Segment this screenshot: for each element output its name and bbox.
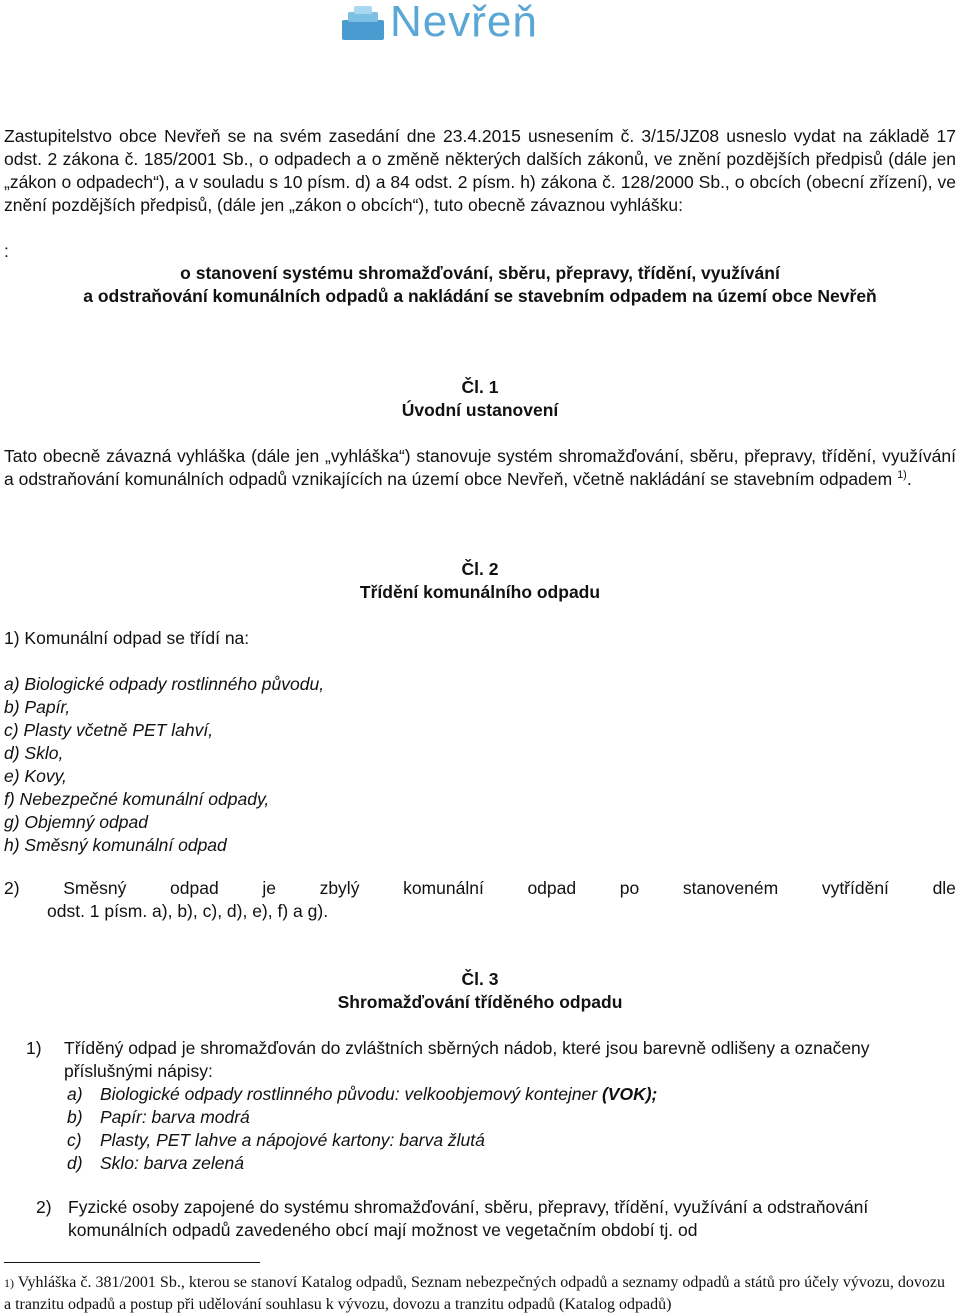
intro-paragraph: Zastupitelstvo obce Nevřeň se na svém zasedání dne 23.4.2015 usnesením č. 3/15/JZ08 usneslo vydat na základě 17 odst. 2 zákona č. 185/2001 Sb., o odpadech a o změně některých dalších zákonů, ve znění pozdějších předpisů (dále jen „zákon o odpadech“), a v souladu s 10 písm. d) a 84 odst. 2 písm. h) zákona č. 128/2000 Sb., o obcích (obecní zřízení), ve znění pozdějších předpisů, (dále jen „zákon o obcích“), tuto obecně závaznou vyhlášku: xyxy=(4,126,956,215)
list-letter: d) xyxy=(67,1153,83,1173)
list-item xyxy=(67,1106,657,1129)
list-item: g) Objemný odpad xyxy=(4,812,148,832)
list-text: Sklo: barva zelená xyxy=(100,1153,244,1173)
footnote-ref: 1) xyxy=(897,469,907,482)
list-text: Papír: barva modrá xyxy=(100,1107,250,1127)
article3-p1-number: 1) xyxy=(26,1038,42,1058)
footnote-divider xyxy=(4,1262,260,1263)
list-item: d) Sklo, xyxy=(4,743,64,763)
intro-colon: : xyxy=(4,241,9,261)
logo-text: Nevřeň xyxy=(390,0,538,46)
article3-heading: Shromažďování tříděného odpadu xyxy=(337,992,623,1012)
list-letter: b) xyxy=(67,1107,83,1127)
article3-number: Čl. 3 xyxy=(461,969,499,989)
article1-heading: Úvodní ustanovení xyxy=(401,400,559,420)
word: dle xyxy=(932,878,956,898)
list-letter: c) xyxy=(67,1130,82,1150)
word: Směsný xyxy=(63,878,127,898)
list-item xyxy=(67,1083,657,1106)
article1-end: . xyxy=(906,469,912,489)
word: stanoveném xyxy=(682,878,779,898)
article2-paragraph1: 1) Komunální odpad se třídí na: xyxy=(4,628,250,648)
article3-p2-number: 2) xyxy=(36,1197,52,1217)
article2-paragraph2-line2: odst. 1 písm. a), b), c), d), e), f) a g). xyxy=(47,901,329,921)
footnote-text: Vyhláška č. 381/2001 Sb., kterou se stanoví Katalog odpadů, Seznam nebezpečných odpadů a seznamy odpadů a států pro účely vývozu, dovozu a tranzitu odpadů a postup při udělování souhlasu k vývozu, dovozu a tranzitu odpadů (Katalog odpadů) xyxy=(4,1274,946,1313)
word: komunální xyxy=(403,878,484,898)
logo-icon xyxy=(340,4,386,42)
list-item: e) Kovy, xyxy=(4,766,67,786)
word: 2) xyxy=(4,878,20,898)
word: odpad xyxy=(527,878,577,898)
article2-heading: Třídění komunálního odpadu xyxy=(359,582,601,602)
list-item: f) Nebezpečné komunální odpady, xyxy=(4,789,270,809)
logo xyxy=(340,2,546,46)
list-item xyxy=(67,1152,657,1175)
document-title-line2: a odstraňování komunálních odpadů a nakládání se stavebním odpadem na území obce Nevřeň xyxy=(83,286,877,306)
article3-p1-text: Tříděný odpad je shromažďován do zvláštních sběrných nádob, které jsou barevně odlišeny a označeny příslušnými nápisy: xyxy=(64,1038,870,1081)
list-item: h) Směsný komunální odpad xyxy=(4,835,227,855)
list-text: Plasty, PET lahve a nápojové kartony: barva žlutá xyxy=(100,1130,485,1150)
footnote-mark: 1) xyxy=(4,1276,14,1290)
list-item: a) Biologické odpady rostlinného původu, xyxy=(4,674,325,694)
word: vytřídění xyxy=(821,878,889,898)
list-item xyxy=(67,1129,657,1152)
article2-list xyxy=(4,673,956,857)
article2-paragraph2-line1 xyxy=(4,877,956,900)
article1-number: Čl. 1 xyxy=(461,377,499,397)
article3-p2-text: Fyzické osoby zapojené do systému shromažďování, sběru, přepravy, třídění, využívání a odstraňování komunálních odpadů zavedeného obcí mají možnost ve vegetačním období tj. od xyxy=(68,1197,869,1240)
article1-paragraph xyxy=(4,445,956,491)
footnote xyxy=(4,1272,946,1316)
list-text: Biologické odpady rostlinného původu: velkoobjemový kontejner xyxy=(100,1084,602,1104)
list-letter: a) xyxy=(67,1084,83,1104)
word: odpad xyxy=(170,878,219,898)
document-title-line1: o stanovení systému shromažďování, sběru, přepravy, třídění, využívání xyxy=(180,263,780,283)
list-item: b) Papír, xyxy=(4,697,71,717)
article2-number: Čl. 2 xyxy=(461,559,499,579)
word: zbylý xyxy=(319,878,360,898)
word: je xyxy=(262,878,276,898)
word: po xyxy=(619,878,640,898)
list-item: c) Plasty včetně PET lahví, xyxy=(4,720,214,740)
article1-text: Tato obecně závazná vyhláška (dále jen „vyhláška“) stanovuje systém shromažďování, sběru, přepravy, třídění, využívání a odstraňování komunálních odpadů vznikajících na území obce Nevřeň, včetně nakládání se stavebním odpadem xyxy=(4,446,956,489)
article3-list xyxy=(67,1083,657,1175)
list-bold: (VOK); xyxy=(601,1084,658,1104)
